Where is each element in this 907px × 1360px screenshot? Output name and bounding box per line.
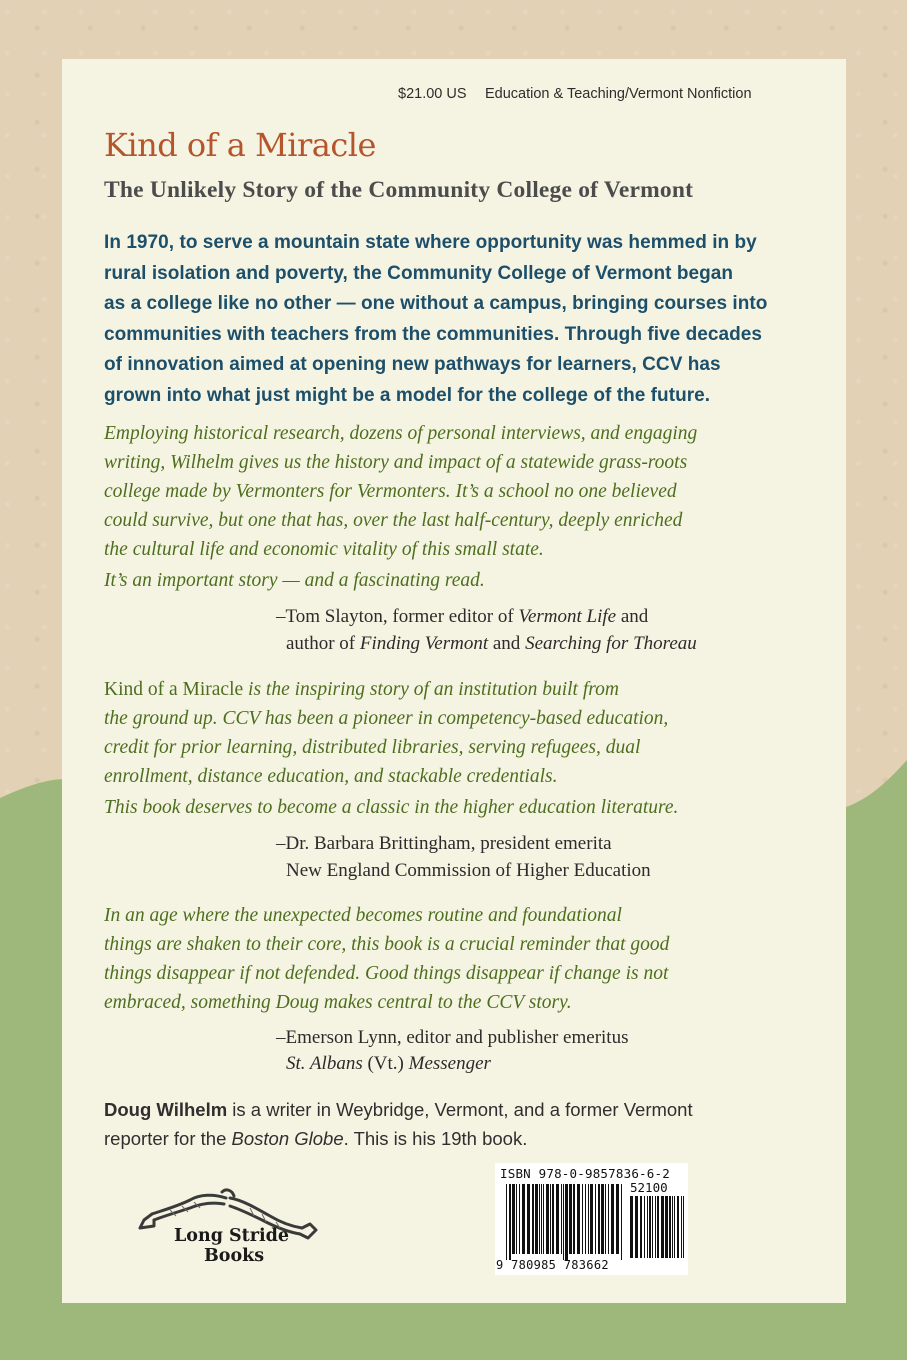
blurb-line: enrollment, distance education, and stackable credentials. bbox=[104, 766, 558, 787]
barcode-bar bbox=[565, 1184, 568, 1260]
intro-paragraph bbox=[104, 228, 804, 411]
barcode-bar bbox=[535, 1184, 538, 1254]
barcode-bar bbox=[621, 1184, 622, 1260]
barcode-bar bbox=[527, 1184, 530, 1254]
blurb-brittingham bbox=[104, 675, 804, 791]
blurb-line: the ground up. CCV has been a pioneer in competency-based education, bbox=[104, 708, 669, 729]
barcode-bar bbox=[683, 1196, 684, 1258]
barcode-bar bbox=[630, 1196, 633, 1258]
barcode-bar bbox=[539, 1184, 540, 1254]
barcode-bar bbox=[569, 1184, 572, 1254]
barcode-bar bbox=[516, 1184, 517, 1254]
author-bio bbox=[104, 1095, 804, 1153]
intro-line: communities with teachers from the communities. Through five decades bbox=[104, 323, 762, 345]
price-code: 52100 bbox=[630, 1180, 668, 1195]
author-bio-line bbox=[104, 1095, 804, 1124]
barcode-bar bbox=[640, 1196, 642, 1258]
intro-line: grown into what just might be a model for the college of the future. bbox=[104, 384, 711, 406]
blurb-slayton-closing: It’s an important story — and a fascinating read. bbox=[104, 570, 485, 591]
blurb-line: things are shaken to their core, this book is a crucial reminder that good bbox=[104, 934, 670, 955]
attribution-brittingham-line2: New England Commission of Higher Education bbox=[286, 860, 651, 881]
blurb-line: could survive, but one that has, over the last half-century, deeply enriched bbox=[104, 510, 683, 531]
category-label: Education & Teaching/Vermont Nonfiction bbox=[485, 86, 752, 102]
price-label: $21.00 US bbox=[398, 86, 467, 102]
author-bio-text: is a writer in Weybridge, Vermont, and a former Vermont bbox=[227, 1099, 693, 1120]
barcode-bar bbox=[616, 1184, 619, 1254]
attribution-lynn-line1: –Emerson Lynn, editor and publisher emeritus bbox=[276, 1027, 629, 1048]
barcode-bar bbox=[681, 1196, 682, 1258]
barcode-bar bbox=[519, 1184, 520, 1254]
barcode-bar bbox=[657, 1196, 659, 1258]
blurb-line: embraced, something Doug makes central to the CCV story. bbox=[104, 992, 572, 1013]
blurb-lynn bbox=[104, 901, 804, 1017]
blurb-brittingham-closing: This book deserves to become a classic in the higher education literature. bbox=[104, 797, 679, 818]
blurb-slayton bbox=[104, 419, 804, 564]
barcode-bar bbox=[669, 1196, 671, 1258]
barcode-bar bbox=[598, 1184, 600, 1254]
barcode-bar bbox=[665, 1196, 668, 1258]
barcode-bar bbox=[556, 1184, 559, 1254]
barcode-bar bbox=[611, 1184, 614, 1254]
barcode-bar bbox=[601, 1184, 604, 1254]
barcode-bar bbox=[605, 1184, 606, 1254]
barcode-bar bbox=[509, 1184, 511, 1260]
intro-line: rural isolation and poverty, the Community College of Vermont began bbox=[104, 262, 734, 284]
attribution-slayton-line2 bbox=[286, 630, 697, 657]
barcode-bar bbox=[608, 1184, 609, 1254]
author-bio-text: . This is his 19th book. bbox=[343, 1128, 528, 1149]
ean-digits: 9 780985 783662 bbox=[496, 1258, 609, 1272]
barcode-bar bbox=[506, 1184, 507, 1260]
barcode-bar bbox=[561, 1184, 562, 1254]
barcode-bar bbox=[672, 1196, 673, 1258]
barcode-bar bbox=[595, 1184, 596, 1254]
book-title: Kind of a Miracle bbox=[104, 126, 376, 164]
blurb-line bbox=[104, 675, 804, 704]
attr-publication: Vermont Life bbox=[518, 606, 617, 627]
blurb-text: is the inspiring story of an institution built from bbox=[243, 679, 619, 700]
barcode-bar bbox=[677, 1196, 679, 1258]
barcode-bar bbox=[588, 1184, 589, 1254]
blurb-line: writing, Wilhelm gives us the history and impact of a statewide grass-roots bbox=[104, 452, 688, 473]
attribution-lynn-line2 bbox=[286, 1050, 491, 1077]
barcode-bar bbox=[674, 1196, 675, 1258]
barcode-bar bbox=[550, 1184, 551, 1254]
blurb-book-title: Kind of a Miracle bbox=[104, 679, 244, 700]
author-bio-publication: Boston Globe bbox=[231, 1128, 344, 1149]
barcode-bar bbox=[644, 1196, 645, 1258]
isbn-text: ISBN 978-0-9857836-6-2 bbox=[500, 1166, 670, 1181]
barcode-bar bbox=[532, 1184, 534, 1254]
attribution-slayton-line1 bbox=[276, 603, 648, 630]
price-barcode-bars bbox=[630, 1196, 684, 1258]
attr-text: –Tom Slayton, former editor of bbox=[276, 606, 519, 627]
barcode-bar bbox=[512, 1184, 515, 1254]
attr-book: Finding Vermont bbox=[359, 633, 489, 654]
book-subtitle: The Unlikely Story of the Community College of Vermont bbox=[104, 177, 694, 203]
intro-line: In 1970, to serve a mountain state where opportunity was hemmed in by bbox=[104, 232, 757, 253]
author-bio-line bbox=[104, 1124, 804, 1153]
barcode-bar bbox=[552, 1184, 554, 1254]
barcode-bar bbox=[649, 1196, 651, 1258]
author-bio-text: reporter for the bbox=[104, 1128, 232, 1149]
blurb-line: the cultural life and economic vitality of this small state. bbox=[104, 539, 544, 560]
publisher-name bbox=[174, 1226, 289, 1266]
attr-text: and bbox=[488, 633, 526, 654]
attribution-brittingham-line1: –Dr. Barbara Brittingham, president emerita bbox=[276, 833, 612, 854]
barcode-bar bbox=[661, 1196, 664, 1258]
blurb-line: things disappear if not defended. Good things disappear if change is not bbox=[104, 963, 669, 984]
blurb-line: college made by Vermonters for Vermonters. It’s a school no one believed bbox=[104, 481, 677, 502]
barcode-bar bbox=[573, 1184, 575, 1254]
attr-publication: Messenger bbox=[408, 1053, 491, 1074]
barcode-bar bbox=[541, 1184, 542, 1254]
barcode-bar bbox=[582, 1184, 583, 1254]
publisher-line: Long Stride bbox=[174, 1226, 289, 1246]
intro-line: of innovation aimed at opening new pathways for learners, CCV has bbox=[104, 354, 721, 375]
attr-text: author of bbox=[286, 633, 360, 654]
barcode-bar bbox=[563, 1184, 564, 1260]
barcode-bar bbox=[647, 1196, 648, 1258]
barcode-bar bbox=[577, 1184, 580, 1254]
blurb-line: In an age where the unexpected becomes routine and foundational bbox=[104, 905, 622, 926]
barcode-bar bbox=[655, 1196, 656, 1258]
author-name: Doug Wilhelm bbox=[104, 1099, 228, 1120]
blurb-line: Employing historical research, dozens of personal interviews, and engaging bbox=[104, 423, 698, 444]
attr-publication: St. Albans bbox=[286, 1053, 363, 1074]
publisher-line: Books bbox=[204, 1246, 265, 1266]
barcode-bar bbox=[546, 1184, 549, 1254]
ean-barcode-bars bbox=[506, 1184, 622, 1260]
barcode-bar bbox=[590, 1184, 593, 1254]
attr-text: (Vt.) bbox=[362, 1053, 409, 1074]
intro-line: as a college like no other — one without a campus, bringing courses into bbox=[104, 293, 768, 314]
barcode-bar bbox=[543, 1184, 544, 1254]
attr-book: Searching for Thoreau bbox=[525, 633, 697, 654]
blurb-line: credit for prior learning, distributed libraries, serving refugees, dual bbox=[104, 737, 641, 758]
barcode-bar bbox=[522, 1184, 525, 1254]
barcode-bar bbox=[635, 1196, 638, 1258]
barcode-bar bbox=[585, 1184, 586, 1254]
attr-text: and bbox=[616, 606, 649, 627]
barcode-bar bbox=[652, 1196, 653, 1258]
